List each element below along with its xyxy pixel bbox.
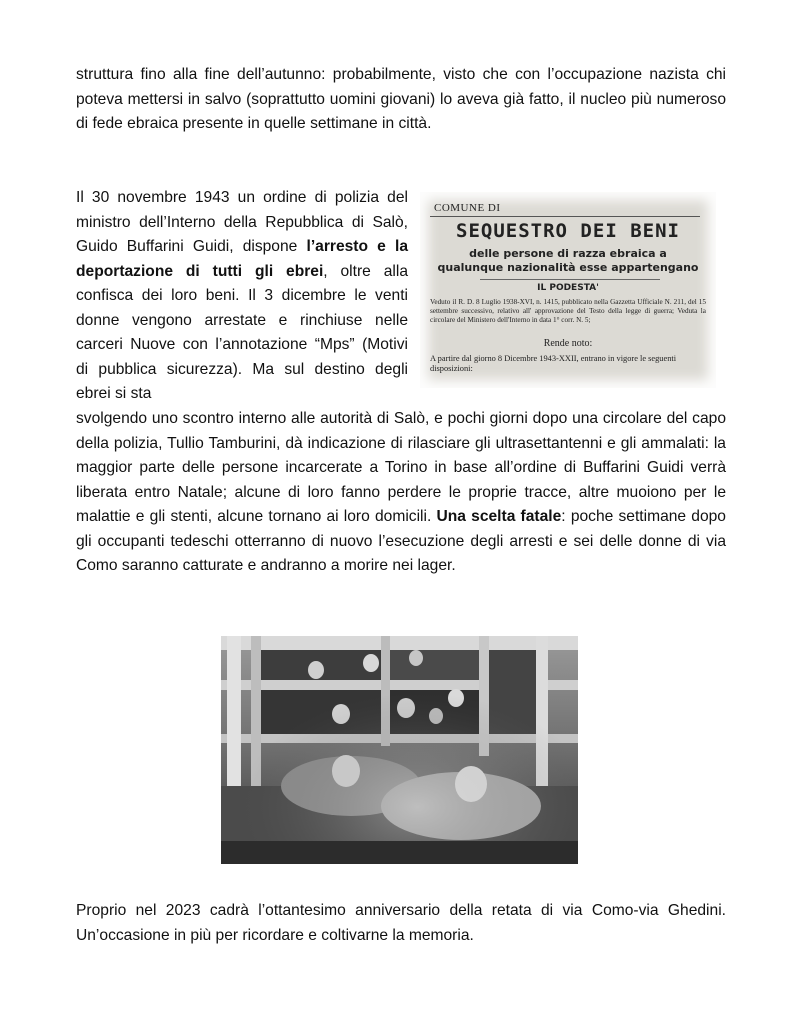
poster-image	[412, 186, 724, 396]
bold-arrest-deportation: l’arresto e la deportazione di tutti gli ebrei	[76, 238, 408, 280]
poster-comune: COMUNE DI	[434, 202, 501, 214]
paragraph-order-top	[76, 186, 408, 407]
poster-subtitle-1: delle persone di razza ebraica a	[469, 247, 667, 260]
photo-illustration	[221, 636, 578, 864]
poster-rule	[430, 216, 700, 217]
text-run: Il 30 novembre 1943 un ordine di polizia del ministro dell’Interno della Repubblica di Salò, Guido Buffarini Guidi, dispone	[76, 189, 408, 255]
text-run: svolgendo uno scontro interno alle autorità di Salò, e pochi giorni dopo una circolare del capo della polizia, Tullio Tamburini, dà indicazione di rilasciare gli ultrasettantenni e gli ammalati: la maggior parte delle persone incarcerate a Torino in base all’ordine di Buffarini Guidi verrà liberata entro Natale; alcune di loro fanno perdere le proprie tracce, altre muoiono per le malattie e gli stenti, alcune tornano ai loro domicili.	[76, 410, 726, 525]
poster-rule-2	[480, 279, 660, 280]
poster-subtitle-2: qualunque nazionalità esse appartengano	[437, 261, 699, 274]
camp-barracks-photo	[221, 636, 578, 864]
bold-fatal-choice: Una scelta fatale	[436, 508, 562, 525]
poster-a-partire: A partire dal giorno 8 Dicembre 1943-XXII, entrano in vigore le seguenti disposizioni:	[430, 354, 677, 373]
poster-rende-noto: Rende noto:	[543, 338, 593, 349]
paragraph-anniversary: Proprio nel 2023 cadrà l’ottantesimo anniversario della retata di via Como-via Ghedini. Un’occasione in più per ricordare e coltivarne la memoria.	[76, 902, 726, 944]
paragraph-order-bottom	[76, 407, 726, 579]
poster-small-text: Veduto il R. D. 8 Luglio 1938-XVI, n. 1415, pubblicato nella Gazzetta Ufficiale N. 211, del 15 settembre successivo, relativo all' approvazione del Testo della legge di guerra; Veduta la circolare del Ministero dell'Interno in data 1° corr. N. 5;	[430, 298, 706, 324]
poster-scan	[420, 192, 716, 388]
poster-title: SEQUESTRO DEI BENI	[456, 220, 680, 242]
paragraph-intro: struttura fino alla fine dell’autunno: probabilmente, visto che con l’occupazione nazista chi poteva mettersi in salvo (soprattutto uomini giovani) lo aveva già fatto, il nucleo più numeroso di fede ebraica presente in quelle settimane in città.	[76, 66, 726, 132]
text-run: , oltre alla confisca dei loro beni. Il 3 dicembre le venti donne vengono arrestate e rinchiuse nelle carceri Nuove con l’annotazione “Mps” (Motivi di pubblica sicurezza). Ma sul destino degli ebrei si sta	[76, 262, 408, 402]
poster-podesta: IL PODESTA'	[537, 283, 599, 293]
text-run: : poche settimane dopo gli occupanti tedeschi otterranno di nuovo l’esecuzione degli arresti e sei delle donne di via Como saranno catturate e andranno a morire nei lager.	[76, 508, 726, 574]
